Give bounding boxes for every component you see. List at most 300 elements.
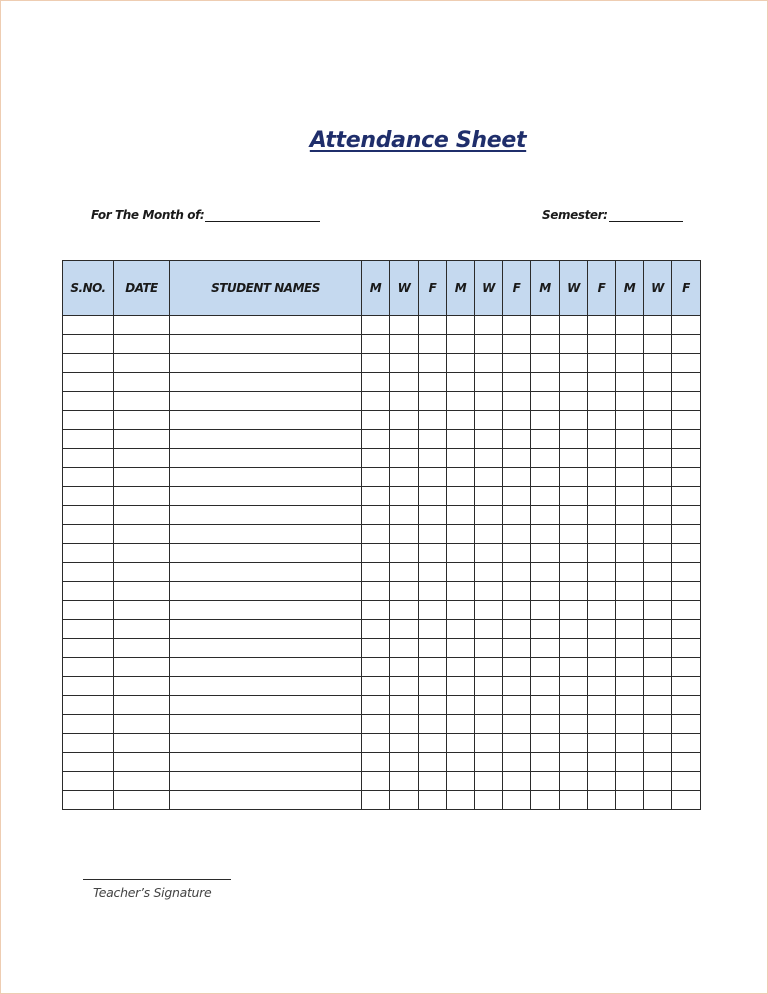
table-cell[interactable] bbox=[390, 734, 419, 753]
table-cell[interactable] bbox=[475, 677, 503, 696]
table-cell[interactable] bbox=[560, 601, 588, 620]
table-cell[interactable] bbox=[560, 563, 588, 582]
table-cell[interactable] bbox=[503, 316, 531, 335]
table-cell[interactable] bbox=[588, 791, 616, 810]
table-cell[interactable] bbox=[616, 430, 644, 449]
table-cell[interactable] bbox=[170, 791, 362, 810]
table-cell[interactable] bbox=[616, 734, 644, 753]
table-cell[interactable] bbox=[419, 506, 447, 525]
table-cell[interactable] bbox=[475, 639, 503, 658]
table-cell[interactable] bbox=[419, 677, 447, 696]
table-cell[interactable] bbox=[531, 639, 560, 658]
table-cell[interactable] bbox=[503, 791, 531, 810]
table-cell[interactable] bbox=[616, 753, 644, 772]
table-cell[interactable] bbox=[503, 715, 531, 734]
table-cell[interactable] bbox=[390, 639, 419, 658]
table-cell[interactable] bbox=[390, 316, 419, 335]
table-cell[interactable] bbox=[63, 734, 114, 753]
table-cell[interactable] bbox=[63, 753, 114, 772]
table-cell[interactable] bbox=[588, 753, 616, 772]
table-cell[interactable] bbox=[531, 335, 560, 354]
table-cell[interactable] bbox=[114, 392, 170, 411]
table-cell[interactable] bbox=[63, 487, 114, 506]
table-cell[interactable] bbox=[588, 696, 616, 715]
table-cell[interactable] bbox=[362, 449, 390, 468]
table-cell[interactable] bbox=[170, 620, 362, 639]
table-cell[interactable] bbox=[531, 753, 560, 772]
table-cell[interactable] bbox=[63, 620, 114, 639]
table-cell[interactable] bbox=[390, 449, 419, 468]
table-cell[interactable] bbox=[419, 373, 447, 392]
table-cell[interactable] bbox=[114, 449, 170, 468]
table-cell[interactable] bbox=[114, 734, 170, 753]
table-cell[interactable] bbox=[503, 658, 531, 677]
table-cell[interactable] bbox=[419, 525, 447, 544]
table-cell[interactable] bbox=[114, 468, 170, 487]
table-cell[interactable] bbox=[362, 316, 390, 335]
table-cell[interactable] bbox=[170, 487, 362, 506]
table-cell[interactable] bbox=[114, 582, 170, 601]
table-cell[interactable] bbox=[531, 430, 560, 449]
table-cell[interactable] bbox=[114, 430, 170, 449]
table-cell[interactable] bbox=[560, 734, 588, 753]
table-cell[interactable] bbox=[588, 449, 616, 468]
table-cell[interactable] bbox=[531, 525, 560, 544]
table-cell[interactable] bbox=[419, 734, 447, 753]
table-cell[interactable] bbox=[588, 506, 616, 525]
table-cell[interactable] bbox=[644, 354, 672, 373]
table-cell[interactable] bbox=[114, 658, 170, 677]
table-cell[interactable] bbox=[503, 506, 531, 525]
table-cell[interactable] bbox=[560, 449, 588, 468]
table-cell[interactable] bbox=[672, 411, 701, 430]
signature-line[interactable] bbox=[83, 879, 231, 880]
table-cell[interactable] bbox=[114, 487, 170, 506]
table-cell[interactable] bbox=[170, 506, 362, 525]
table-cell[interactable] bbox=[644, 677, 672, 696]
table-cell[interactable] bbox=[503, 677, 531, 696]
table-cell[interactable] bbox=[588, 620, 616, 639]
table-cell[interactable] bbox=[362, 487, 390, 506]
table-cell[interactable] bbox=[588, 468, 616, 487]
table-cell[interactable] bbox=[362, 411, 390, 430]
table-cell[interactable] bbox=[390, 658, 419, 677]
table-cell[interactable] bbox=[672, 791, 701, 810]
table-cell[interactable] bbox=[644, 468, 672, 487]
table-cell[interactable] bbox=[644, 715, 672, 734]
table-cell[interactable] bbox=[170, 373, 362, 392]
table-cell[interactable] bbox=[419, 487, 447, 506]
table-cell[interactable] bbox=[362, 354, 390, 373]
table-cell[interactable] bbox=[362, 658, 390, 677]
table-cell[interactable] bbox=[390, 487, 419, 506]
table-cell[interactable] bbox=[475, 506, 503, 525]
table-cell[interactable] bbox=[447, 563, 475, 582]
table-cell[interactable] bbox=[63, 411, 114, 430]
table-cell[interactable] bbox=[63, 392, 114, 411]
table-cell[interactable] bbox=[560, 506, 588, 525]
table-cell[interactable] bbox=[419, 601, 447, 620]
table-cell[interactable] bbox=[170, 582, 362, 601]
month-input-line[interactable] bbox=[205, 207, 320, 222]
table-cell[interactable] bbox=[588, 658, 616, 677]
table-cell[interactable] bbox=[560, 620, 588, 639]
table-cell[interactable] bbox=[475, 468, 503, 487]
table-cell[interactable] bbox=[390, 677, 419, 696]
table-cell[interactable] bbox=[419, 468, 447, 487]
table-cell[interactable] bbox=[447, 525, 475, 544]
table-cell[interactable] bbox=[616, 392, 644, 411]
table-cell[interactable] bbox=[447, 772, 475, 791]
table-cell[interactable] bbox=[531, 563, 560, 582]
table-cell[interactable] bbox=[419, 658, 447, 677]
table-cell[interactable] bbox=[644, 411, 672, 430]
table-cell[interactable] bbox=[588, 715, 616, 734]
table-cell[interactable] bbox=[170, 677, 362, 696]
table-cell[interactable] bbox=[114, 354, 170, 373]
table-cell[interactable] bbox=[616, 601, 644, 620]
table-cell[interactable] bbox=[644, 658, 672, 677]
table-cell[interactable] bbox=[560, 487, 588, 506]
table-cell[interactable] bbox=[475, 544, 503, 563]
table-cell[interactable] bbox=[475, 715, 503, 734]
table-cell[interactable] bbox=[560, 677, 588, 696]
table-cell[interactable] bbox=[560, 639, 588, 658]
table-cell[interactable] bbox=[170, 658, 362, 677]
table-cell[interactable] bbox=[531, 373, 560, 392]
table-cell[interactable] bbox=[362, 563, 390, 582]
table-cell[interactable] bbox=[560, 525, 588, 544]
table-cell[interactable] bbox=[531, 620, 560, 639]
table-cell[interactable] bbox=[390, 696, 419, 715]
table-cell[interactable] bbox=[503, 487, 531, 506]
table-cell[interactable] bbox=[475, 734, 503, 753]
table-cell[interactable] bbox=[475, 392, 503, 411]
table-cell[interactable] bbox=[362, 392, 390, 411]
table-cell[interactable] bbox=[447, 411, 475, 430]
table-cell[interactable] bbox=[503, 525, 531, 544]
table-cell[interactable] bbox=[419, 449, 447, 468]
table-cell[interactable] bbox=[560, 373, 588, 392]
table-cell[interactable] bbox=[114, 601, 170, 620]
table-cell[interactable] bbox=[616, 506, 644, 525]
table-cell[interactable] bbox=[447, 468, 475, 487]
table-cell[interactable] bbox=[616, 582, 644, 601]
table-cell[interactable] bbox=[63, 430, 114, 449]
table-cell[interactable] bbox=[390, 525, 419, 544]
table-cell[interactable] bbox=[616, 715, 644, 734]
table-cell[interactable] bbox=[390, 373, 419, 392]
table-cell[interactable] bbox=[644, 582, 672, 601]
table-cell[interactable] bbox=[644, 525, 672, 544]
table-cell[interactable] bbox=[447, 506, 475, 525]
table-cell[interactable] bbox=[503, 430, 531, 449]
table-cell[interactable] bbox=[644, 487, 672, 506]
table-cell[interactable] bbox=[560, 753, 588, 772]
table-cell[interactable] bbox=[531, 449, 560, 468]
table-cell[interactable] bbox=[560, 715, 588, 734]
table-cell[interactable] bbox=[170, 411, 362, 430]
table-cell[interactable] bbox=[419, 639, 447, 658]
table-cell[interactable] bbox=[170, 525, 362, 544]
table-cell[interactable] bbox=[362, 468, 390, 487]
table-cell[interactable] bbox=[170, 696, 362, 715]
table-cell[interactable] bbox=[503, 373, 531, 392]
table-cell[interactable] bbox=[362, 772, 390, 791]
table-cell[interactable] bbox=[170, 430, 362, 449]
table-cell[interactable] bbox=[114, 335, 170, 354]
table-cell[interactable] bbox=[447, 335, 475, 354]
table-cell[interactable] bbox=[362, 753, 390, 772]
table-cell[interactable] bbox=[63, 791, 114, 810]
table-cell[interactable] bbox=[672, 563, 701, 582]
table-cell[interactable] bbox=[447, 734, 475, 753]
table-cell[interactable] bbox=[503, 772, 531, 791]
table-cell[interactable] bbox=[672, 392, 701, 411]
table-cell[interactable] bbox=[616, 411, 644, 430]
table-cell[interactable] bbox=[531, 468, 560, 487]
table-cell[interactable] bbox=[475, 449, 503, 468]
table-cell[interactable] bbox=[447, 544, 475, 563]
table-cell[interactable] bbox=[114, 696, 170, 715]
table-cell[interactable] bbox=[560, 772, 588, 791]
table-cell[interactable] bbox=[616, 639, 644, 658]
table-cell[interactable] bbox=[644, 506, 672, 525]
table-cell[interactable] bbox=[672, 544, 701, 563]
table-cell[interactable] bbox=[390, 430, 419, 449]
table-cell[interactable] bbox=[475, 582, 503, 601]
table-cell[interactable] bbox=[447, 658, 475, 677]
table-cell[interactable] bbox=[644, 335, 672, 354]
table-cell[interactable] bbox=[531, 392, 560, 411]
table-cell[interactable] bbox=[390, 715, 419, 734]
table-cell[interactable] bbox=[475, 658, 503, 677]
table-cell[interactable] bbox=[419, 392, 447, 411]
table-cell[interactable] bbox=[588, 430, 616, 449]
table-cell[interactable] bbox=[672, 430, 701, 449]
table-cell[interactable] bbox=[616, 468, 644, 487]
table-cell[interactable] bbox=[362, 506, 390, 525]
table-cell[interactable] bbox=[390, 506, 419, 525]
table-cell[interactable] bbox=[114, 525, 170, 544]
table-cell[interactable] bbox=[616, 772, 644, 791]
table-cell[interactable] bbox=[63, 772, 114, 791]
table-cell[interactable] bbox=[390, 354, 419, 373]
table-cell[interactable] bbox=[672, 658, 701, 677]
table-cell[interactable] bbox=[362, 373, 390, 392]
table-cell[interactable] bbox=[560, 791, 588, 810]
table-cell[interactable] bbox=[531, 601, 560, 620]
table-cell[interactable] bbox=[672, 677, 701, 696]
table-cell[interactable] bbox=[390, 392, 419, 411]
table-cell[interactable] bbox=[560, 335, 588, 354]
table-cell[interactable] bbox=[616, 658, 644, 677]
table-cell[interactable] bbox=[114, 563, 170, 582]
table-cell[interactable] bbox=[419, 354, 447, 373]
table-cell[interactable] bbox=[503, 734, 531, 753]
table-cell[interactable] bbox=[531, 354, 560, 373]
table-cell[interactable] bbox=[362, 620, 390, 639]
table-cell[interactable] bbox=[616, 696, 644, 715]
table-cell[interactable] bbox=[503, 544, 531, 563]
table-cell[interactable] bbox=[447, 449, 475, 468]
table-cell[interactable] bbox=[644, 753, 672, 772]
table-cell[interactable] bbox=[419, 335, 447, 354]
table-cell[interactable] bbox=[588, 544, 616, 563]
table-cell[interactable] bbox=[616, 677, 644, 696]
table-cell[interactable] bbox=[63, 506, 114, 525]
table-cell[interactable] bbox=[644, 449, 672, 468]
table-cell[interactable] bbox=[616, 487, 644, 506]
table-cell[interactable] bbox=[672, 449, 701, 468]
table-cell[interactable] bbox=[63, 525, 114, 544]
table-cell[interactable] bbox=[447, 582, 475, 601]
table-cell[interactable] bbox=[531, 582, 560, 601]
table-cell[interactable] bbox=[419, 715, 447, 734]
table-cell[interactable] bbox=[672, 772, 701, 791]
table-cell[interactable] bbox=[114, 316, 170, 335]
table-cell[interactable] bbox=[362, 335, 390, 354]
table-cell[interactable] bbox=[672, 753, 701, 772]
table-cell[interactable] bbox=[362, 582, 390, 601]
table-cell[interactable] bbox=[475, 411, 503, 430]
table-cell[interactable] bbox=[114, 753, 170, 772]
table-cell[interactable] bbox=[114, 791, 170, 810]
table-cell[interactable] bbox=[644, 563, 672, 582]
table-cell[interactable] bbox=[390, 753, 419, 772]
table-cell[interactable] bbox=[475, 335, 503, 354]
table-cell[interactable] bbox=[644, 430, 672, 449]
table-cell[interactable] bbox=[475, 316, 503, 335]
table-cell[interactable] bbox=[447, 620, 475, 639]
table-cell[interactable] bbox=[170, 601, 362, 620]
table-cell[interactable] bbox=[475, 753, 503, 772]
table-cell[interactable] bbox=[588, 563, 616, 582]
table-cell[interactable] bbox=[672, 335, 701, 354]
table-cell[interactable] bbox=[447, 677, 475, 696]
table-cell[interactable] bbox=[588, 639, 616, 658]
table-cell[interactable] bbox=[503, 449, 531, 468]
table-cell[interactable] bbox=[531, 411, 560, 430]
table-cell[interactable] bbox=[560, 658, 588, 677]
table-cell[interactable] bbox=[419, 582, 447, 601]
table-cell[interactable] bbox=[672, 582, 701, 601]
table-cell[interactable] bbox=[560, 430, 588, 449]
table-cell[interactable] bbox=[531, 316, 560, 335]
table-cell[interactable] bbox=[447, 753, 475, 772]
table-cell[interactable] bbox=[531, 506, 560, 525]
table-cell[interactable] bbox=[503, 354, 531, 373]
table-cell[interactable] bbox=[447, 791, 475, 810]
table-cell[interactable] bbox=[419, 791, 447, 810]
table-cell[interactable] bbox=[63, 677, 114, 696]
table-cell[interactable] bbox=[616, 620, 644, 639]
table-cell[interactable] bbox=[531, 734, 560, 753]
table-cell[interactable] bbox=[560, 544, 588, 563]
table-cell[interactable] bbox=[475, 791, 503, 810]
table-cell[interactable] bbox=[616, 563, 644, 582]
table-cell[interactable] bbox=[63, 582, 114, 601]
table-cell[interactable] bbox=[531, 772, 560, 791]
table-cell[interactable] bbox=[531, 791, 560, 810]
table-cell[interactable] bbox=[114, 506, 170, 525]
table-cell[interactable] bbox=[362, 544, 390, 563]
table-cell[interactable] bbox=[170, 392, 362, 411]
table-cell[interactable] bbox=[447, 354, 475, 373]
table-cell[interactable] bbox=[362, 677, 390, 696]
table-cell[interactable] bbox=[503, 620, 531, 639]
table-cell[interactable] bbox=[560, 582, 588, 601]
table-cell[interactable] bbox=[503, 582, 531, 601]
table-cell[interactable] bbox=[170, 316, 362, 335]
table-cell[interactable] bbox=[644, 620, 672, 639]
table-cell[interactable] bbox=[447, 316, 475, 335]
table-cell[interactable] bbox=[170, 639, 362, 658]
table-cell[interactable] bbox=[644, 734, 672, 753]
table-cell[interactable] bbox=[114, 715, 170, 734]
table-cell[interactable] bbox=[672, 639, 701, 658]
table-cell[interactable] bbox=[419, 772, 447, 791]
table-cell[interactable] bbox=[672, 373, 701, 392]
table-cell[interactable] bbox=[644, 601, 672, 620]
table-cell[interactable] bbox=[390, 772, 419, 791]
table-cell[interactable] bbox=[170, 734, 362, 753]
table-cell[interactable] bbox=[114, 677, 170, 696]
table-cell[interactable] bbox=[170, 354, 362, 373]
table-cell[interactable] bbox=[588, 734, 616, 753]
table-cell[interactable] bbox=[503, 392, 531, 411]
table-cell[interactable] bbox=[63, 449, 114, 468]
table-cell[interactable] bbox=[63, 696, 114, 715]
table-cell[interactable] bbox=[390, 544, 419, 563]
table-cell[interactable] bbox=[475, 430, 503, 449]
table-cell[interactable] bbox=[362, 734, 390, 753]
table-cell[interactable] bbox=[560, 392, 588, 411]
table-cell[interactable] bbox=[114, 639, 170, 658]
table-cell[interactable] bbox=[362, 791, 390, 810]
table-cell[interactable] bbox=[560, 354, 588, 373]
table-cell[interactable] bbox=[588, 582, 616, 601]
table-cell[interactable] bbox=[475, 373, 503, 392]
table-cell[interactable] bbox=[503, 563, 531, 582]
table-cell[interactable] bbox=[362, 525, 390, 544]
table-cell[interactable] bbox=[170, 468, 362, 487]
table-cell[interactable] bbox=[616, 544, 644, 563]
table-cell[interactable] bbox=[63, 373, 114, 392]
table-cell[interactable] bbox=[390, 468, 419, 487]
table-cell[interactable] bbox=[672, 354, 701, 373]
table-cell[interactable] bbox=[672, 696, 701, 715]
table-cell[interactable] bbox=[475, 601, 503, 620]
table-cell[interactable] bbox=[447, 430, 475, 449]
table-cell[interactable] bbox=[560, 316, 588, 335]
table-cell[interactable] bbox=[503, 601, 531, 620]
semester-input-line[interactable] bbox=[609, 207, 683, 222]
table-cell[interactable] bbox=[63, 544, 114, 563]
table-cell[interactable] bbox=[362, 639, 390, 658]
table-cell[interactable] bbox=[672, 601, 701, 620]
table-cell[interactable] bbox=[170, 715, 362, 734]
table-cell[interactable] bbox=[588, 525, 616, 544]
table-cell[interactable] bbox=[672, 506, 701, 525]
table-cell[interactable] bbox=[170, 563, 362, 582]
table-cell[interactable] bbox=[475, 525, 503, 544]
table-cell[interactable] bbox=[114, 373, 170, 392]
table-cell[interactable] bbox=[419, 753, 447, 772]
table-cell[interactable] bbox=[503, 753, 531, 772]
table-cell[interactable] bbox=[390, 601, 419, 620]
table-cell[interactable] bbox=[475, 696, 503, 715]
